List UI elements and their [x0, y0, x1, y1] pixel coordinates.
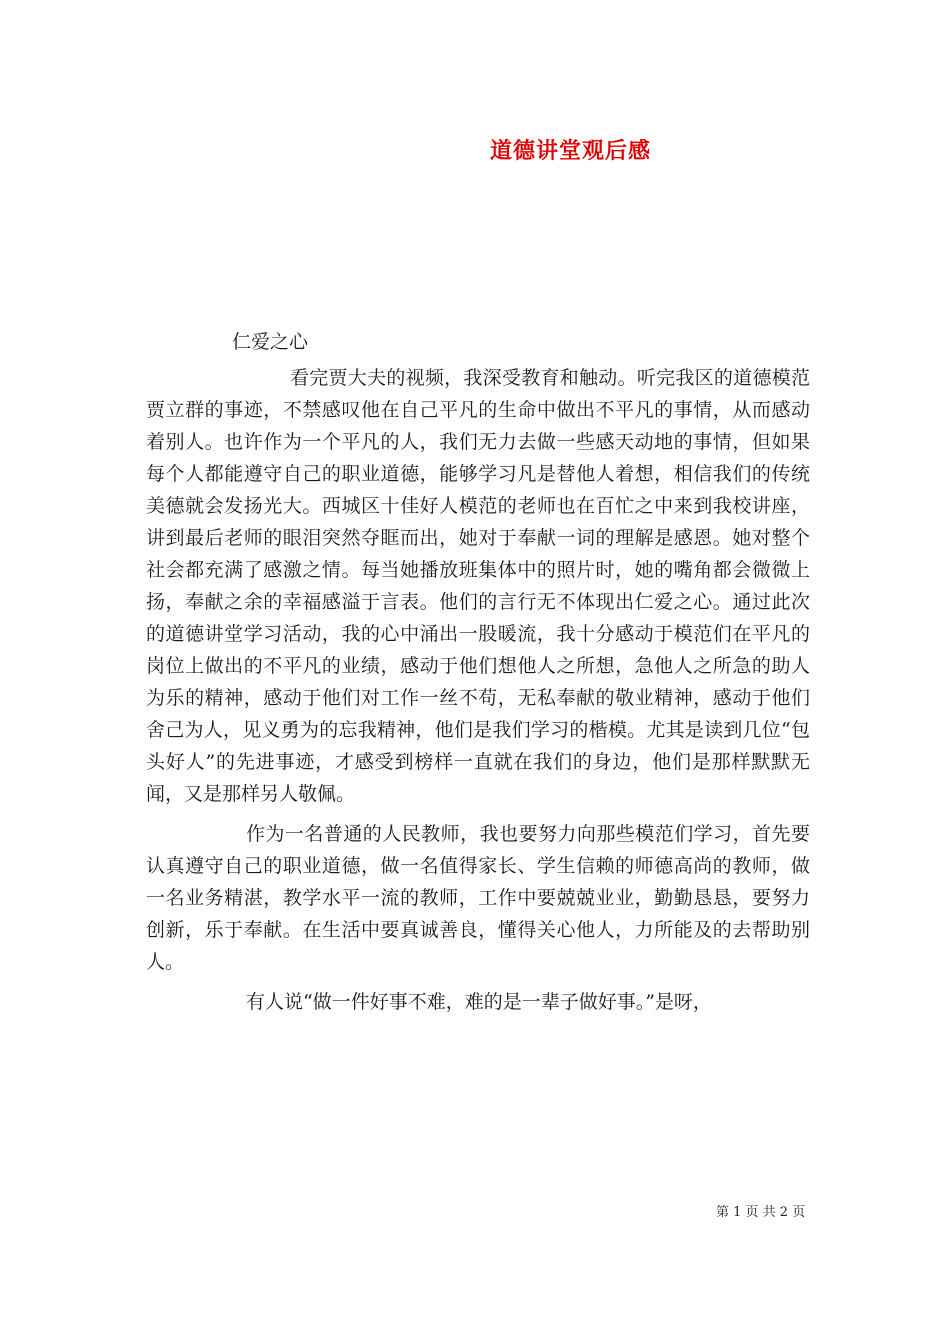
page-number-footer: 第 1 页 共 2 页 [716, 1205, 806, 1220]
section-heading: 仁爱之心 [232, 331, 309, 353]
document-title: 道德讲堂观后感 [490, 139, 652, 164]
paragraph: 看完贾大夫的视频，我深受教育和触动。听完我区的道德模范贾立群的事迹，不禁感叹他在自己平凡的生命中做出不平凡的事情，从而感动着别人。也许作为一个平凡的人，我们无力去做一些感天动地的事情，但如果每个人都能遵守自己的职业道德，能够学习凡是替他人着想，相信我们的传统美德就会发扬光大。西城区十佳好人模范的老师也在百忙之中来到我校讲座，讲到最后老师的眼泪突然夺眶而出，她对于奉献一词的理解是感恩。她对整个社会都充满了感激之情。每当她播放班集体中的照片时，她的嘴角都会微微上扬，奉献之余的幸福感溢于言表。他们的言行无不体现出仁爱之心。通过此次的道德讲堂学习活动，我的心中涌出一股暖流，我十分感动于模范们在平凡的岗位上做出的不平凡的业绩，感动于他们想他人之所想，急他人之所急的助人为乐的精神，感动于他们对工作一丝不苟，无私奉献的敬业精神，感动于他们舍己为人，见义勇为的忘我精神，他们是我们学习的楷模。尤其是读到几位“包头好人”的先进事迹，才感受到榜样一直就在我们的身边，他们是那样默默无闻，又是那样另人敬佩。 [146, 367, 810, 805]
document-body [146, 362, 810, 1026]
paragraph: 作为一名普通的人民教师，我也要努力向那些模范们学习，首先要认真遵守自己的职业道德，做一名值得家长、学生信赖的师德高尚的教师，做一名业务精湛，教学水平一流的教师，工作中要兢兢业业，勤勤恳恳，要努力创新，乐于奉献。在生活中要真诚善良，懂得关心他人，力所能及的去帮助别人。 [146, 823, 810, 973]
paragraph: 有人说“做一件好事不难，难的是一辈子做好事。”是呀， [246, 991, 712, 1013]
